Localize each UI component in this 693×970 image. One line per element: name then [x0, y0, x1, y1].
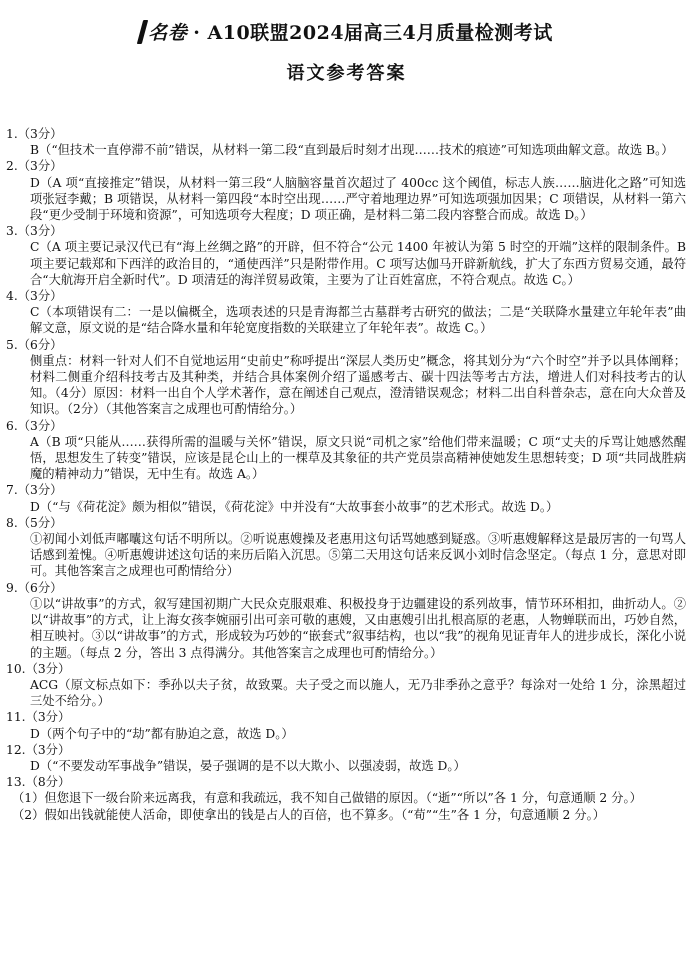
question-score: （3分）: [17, 289, 63, 304]
question-number: 12.: [6, 742, 26, 757]
question-1: [6, 126, 686, 158]
question-9: [6, 580, 686, 661]
question-score: （8分）: [25, 775, 71, 790]
question-number: 6.: [6, 418, 18, 433]
answer-key-body: [6, 126, 686, 823]
question-number: 13.: [6, 775, 26, 790]
question-score: （3分）: [17, 159, 63, 174]
question-answer: C（本项错误有二：一是以偏概全，选项表述的只是青海都兰古墓群考古研究的做法；二是“关联降水量建立年轮年表”曲解文意，原文说的是“结合降水量和年轮宽度指数的关联建立了年轮年表”。故选 C。）: [30, 305, 686, 336]
question-score: （3分）: [17, 418, 63, 433]
question-score: （3分）: [17, 483, 63, 498]
brand-logo: [140, 18, 187, 45]
question-answer: D（“不要发动军事战争”错误，晏子强调的是不以大欺小、以强凌弱，故选 D。）: [30, 758, 466, 773]
question-answer: ①以“讲故事”的方式，叙写建国初期广大民众克服艰难、积极投身于边疆建设的系列故事，情节环环相扣，曲折动人。②以“讲故事”的方式，让上海女孩李婉丽引出可亲可敬的惠嫂，又由惠嫂引出扎根高原的老惠，人物蝉联而出，巧妙自然，相互映衬。③以“讲故事”的方式，形成较为巧妙的“嵌套式”叙事结构，也以“我”的视角见证青年人的进步成长，深化小说的主题。（每点 2 分，答出 3 点得满分。其他答案言之成理也可酌情给分。）: [30, 596, 686, 660]
question-answer: C（A 项主要记录汉代已有“海上丝绸之路”的开辟，但不符合“公元 1400 年被认为第 5 时空的开端”这样的限制条件。B 项主要记载郑和下西洋的政治目的，“通使西洋”只是附带作用。C 项写达伽马开辟新航线，扩大了东西方贸易交通，最符合“大航海开启全新时代”。D 项清廷的海洋贸易政策，主要为了让百姓富庶，不符合观点。故选 C。）: [30, 240, 686, 287]
question-8: [6, 515, 686, 580]
question-score: （3分）: [17, 224, 63, 239]
question-number: 3.: [6, 224, 18, 239]
question-10: [6, 661, 686, 710]
question-7: [6, 482, 686, 514]
sub-answer-2: （2）假如出钱就能使人活命，即使拿出的钱是占人的百倍，也不算多。（“荀”“生”各 1 分，句意通顺 2 分。）: [12, 807, 606, 822]
question-number: 9.: [6, 580, 18, 595]
question-answer: D（A 项“直接推定”错误，从材料一第三段“人脑脑容量首次超过了 400cc 这个阈值，标志人族……脑进化之路”可知选项张冠李戴；B 项错误，从材料一第四段“本时空出现……严守着地理边界”可知选项强加因果；C 项错误，从材料一第六段“更少受制于环境和资源”，可知选项夸大程度；D 项正确，是材料二第二段内容整合而成。故选 D。）: [30, 175, 686, 223]
question-12: [6, 742, 686, 774]
question-number: 11.: [6, 710, 26, 725]
exam-title-row: [0, 18, 693, 45]
question-number: 7.: [6, 483, 18, 498]
question-answer: D（两个句子中的“劫”都有胁迫之意，故选 D。）: [30, 726, 294, 741]
exam-title: · A10联盟2024届高三4月质量检测考试: [193, 22, 553, 44]
question-5: [6, 337, 686, 418]
question-number: 2.: [6, 159, 18, 174]
question-answer: D（“与《荷花淀》颇为相似”错误，《荷花淀》中并没有“大故事套小故事”的艺术形式。故选 D。）: [30, 499, 559, 514]
question-answer: 侧重点：材料一针对人们不自觉地运用“史前史”称呼提出“深层人类历史”概念，将其划分为“六个时空”并予以具体阐释；材料二侧重介绍科技考古及其种类，并结合具体案例介绍了遥感考古、碳十四法等考古方法，增进人们对科技考古的认知。（4分）原因：材料一出自个人学术著作，意在阐述自己观点，澄清错误观念；材料二出自科普杂志，意在向大众普及知识。（2分）（其他答案言之成理也可酌情给分。）: [30, 353, 686, 417]
question-11: [6, 709, 686, 741]
question-3: [6, 223, 686, 288]
question-number: 10.: [6, 661, 26, 676]
question-answer: A（B 项“只能从……获得所需的温暖与关怀”错误，原文只说“司机之家”给他们带来温暖；C 项“丈夫的斥骂让她感然醒悟，思想发生了转变”错误，应该是昆仑山上的一棵草及其象征的共产党员崇高精神使她发生思想转变；D 项“共同战胜病魔的精神动力”错误，无中生有。故选 A。）: [30, 434, 686, 482]
question-number: 8.: [6, 515, 18, 530]
question-answer: ACG（原文标点如下：季孙以夫子贫，故致粟。夫子受之而以施人，无乃非季孙之意乎？每涂对一处给 1 分，涂黑超过三处不给分。）: [30, 677, 686, 709]
document-subtitle: 语文参考答案: [286, 63, 407, 84]
question-score: （5分）: [17, 515, 63, 530]
question-score: （6分）: [17, 337, 63, 352]
question-score: （3分）: [17, 127, 63, 141]
logo-mark-icon: [137, 20, 148, 44]
question-6: [6, 418, 686, 483]
question-score: （3分）: [25, 710, 71, 725]
question-number: 4.: [6, 289, 18, 304]
question-answer: ①初闻小刘低声嘟囔这句话不明所以。②听说惠嫂操及老惠用这句话骂她感到疑惑。③听惠嫂解释这是最厉害的一句骂人话感到羞愧。④听惠嫂讲述这句话的来历后陷入沉思。⑤第二天用这句话来反讽小刘时信念坚定。（每点 1 分，意思对即可。其他答案言之成理也可酌情给分）: [30, 532, 686, 579]
logo-text: 名卷: [148, 22, 188, 44]
question-13: [6, 774, 686, 823]
question-number: 5.: [6, 337, 18, 352]
question-4: [6, 288, 686, 337]
question-number: 1.: [6, 127, 18, 141]
question-score: （3分）: [25, 742, 71, 757]
question-2: [6, 158, 686, 223]
question-score: （3分）: [25, 661, 71, 676]
sub-answer-1: （1）但您退下一级台阶来远离我，有意和我疏远，我不知自己做错的原因。（“逝”“所以”各 1 分，句意通顺 2 分。）: [12, 791, 642, 806]
question-answer: B（“但技术一直停滞不前”错误，从材料一第二段“直到最后时刻才出现……技术的痕迹”可知选项曲解文意。故选 B。）: [30, 143, 674, 158]
question-score: （6分）: [17, 580, 63, 595]
document-header: [0, 18, 693, 85]
